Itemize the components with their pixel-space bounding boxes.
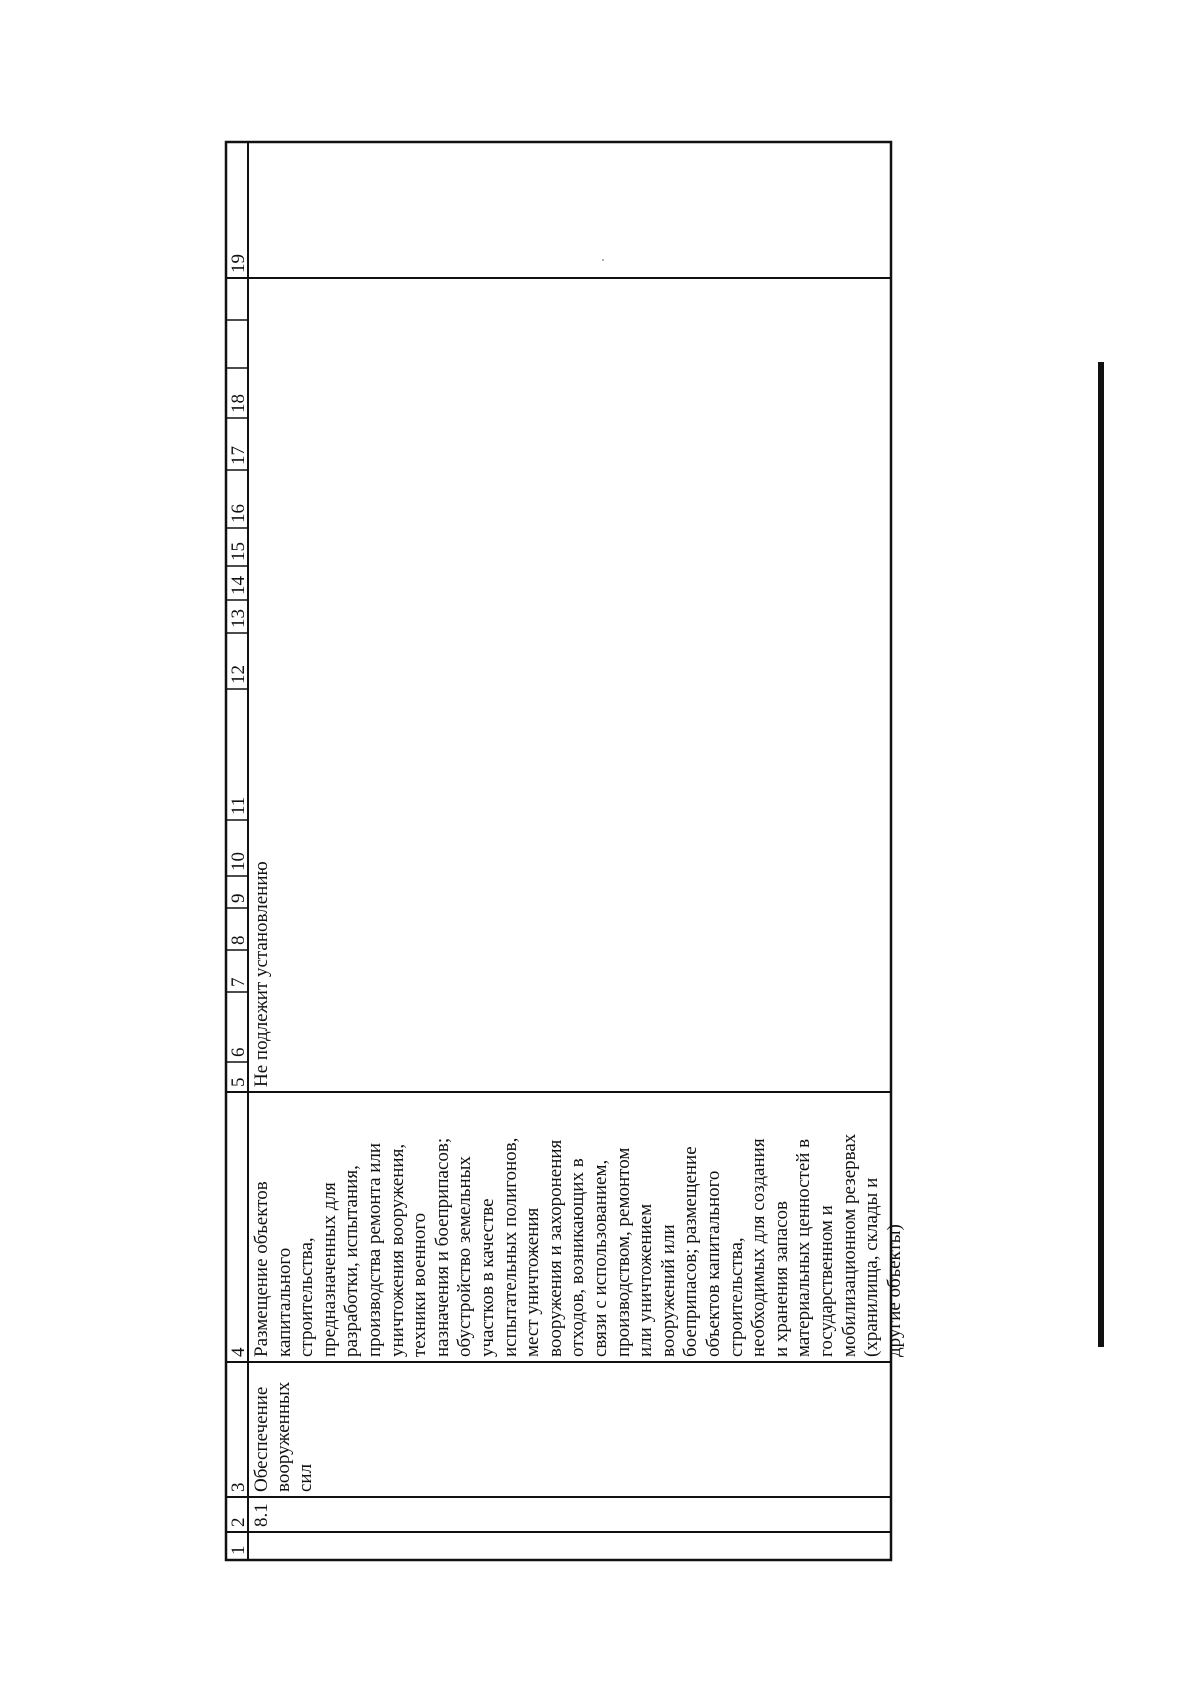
- row-description-line: вооружения и захоронения: [544, 1139, 566, 1357]
- row-description-line: и хранения запасов: [770, 1201, 792, 1357]
- row-description-line: производством, ремонтом: [612, 1147, 634, 1357]
- row-description-line: (хранилища, склады и: [861, 1177, 883, 1357]
- row-description-line: мест уничтожения: [522, 1207, 544, 1357]
- col-header-8: 8: [228, 935, 249, 945]
- row-description-line: связи с использованием,: [590, 1159, 611, 1357]
- row-description-line: обустройство земельных: [454, 1156, 476, 1357]
- row-note: Не подлежит установлению: [251, 861, 272, 1087]
- row-description-line: отходов, возникающих в: [567, 1158, 589, 1357]
- row-description-line: государственном и: [816, 1205, 837, 1357]
- row-description-line: объектов капитального: [703, 1170, 724, 1357]
- col-header-12: 12: [228, 665, 249, 684]
- col-header-15: 15: [228, 542, 249, 561]
- page-edge-bar: [1098, 362, 1104, 1347]
- col-header-19: 19: [228, 254, 249, 273]
- col-header-2: 2: [228, 1517, 249, 1527]
- col-header-7: 7: [228, 977, 249, 987]
- row-description-line: другие объекты): [883, 1224, 905, 1357]
- row-description-line: производства ремонта или: [364, 1142, 385, 1357]
- scan-speck: [602, 259, 604, 261]
- col-header-5: 5: [228, 1077, 249, 1087]
- col-header-16: 16: [228, 504, 249, 523]
- col-header-11: 11: [228, 796, 249, 815]
- col-header-17: 17: [228, 446, 249, 465]
- row-description-line: техники военного: [409, 1212, 431, 1357]
- row-description-line: назначения и боеприпасов;: [431, 1137, 453, 1357]
- col-header-14: 14: [228, 576, 249, 595]
- col-header-13: 13: [228, 609, 249, 628]
- row-name-line: вооруженных: [273, 1381, 294, 1492]
- row-description-line: разработки, испытания,: [341, 1165, 363, 1357]
- row-code: 8.1: [251, 1503, 272, 1527]
- row-description-line: боеприпасов; размещение: [680, 1146, 702, 1357]
- row-description-line: или уничтожением: [635, 1203, 657, 1357]
- row-description-line: материальных ценностей в: [793, 1138, 815, 1357]
- row-name-line: сил: [295, 1463, 316, 1492]
- row-description-line: капитального: [273, 1247, 295, 1357]
- row-description-line: участков в качестве: [477, 1198, 498, 1357]
- col-header-9: 9: [228, 893, 249, 903]
- row-description-line: предназначенных для: [318, 1182, 340, 1357]
- col-header-6: 6: [228, 1047, 249, 1057]
- row-description-line: уничтожения вооружения,: [386, 1143, 408, 1357]
- row-description-line: Размещение объектов: [251, 1181, 272, 1357]
- row-description-line: строительства,: [296, 1237, 318, 1357]
- row-name-line: Обеспечение: [251, 1386, 272, 1492]
- row-description-line: необходимых для создания: [748, 1138, 770, 1357]
- row-description-line: вооружений или: [657, 1224, 679, 1357]
- col-header-4: 4: [228, 1347, 249, 1357]
- col-header-1: 1: [228, 1545, 249, 1555]
- col-header-18: 18: [228, 394, 249, 413]
- row-description-line: мобилизационном резервах: [838, 1133, 860, 1357]
- col-header-10: 10: [228, 852, 249, 871]
- row-description-line: испытательных полигонов,: [499, 1137, 521, 1357]
- col-header-3: 3: [228, 1482, 249, 1492]
- row-description-line: строительства,: [725, 1237, 747, 1357]
